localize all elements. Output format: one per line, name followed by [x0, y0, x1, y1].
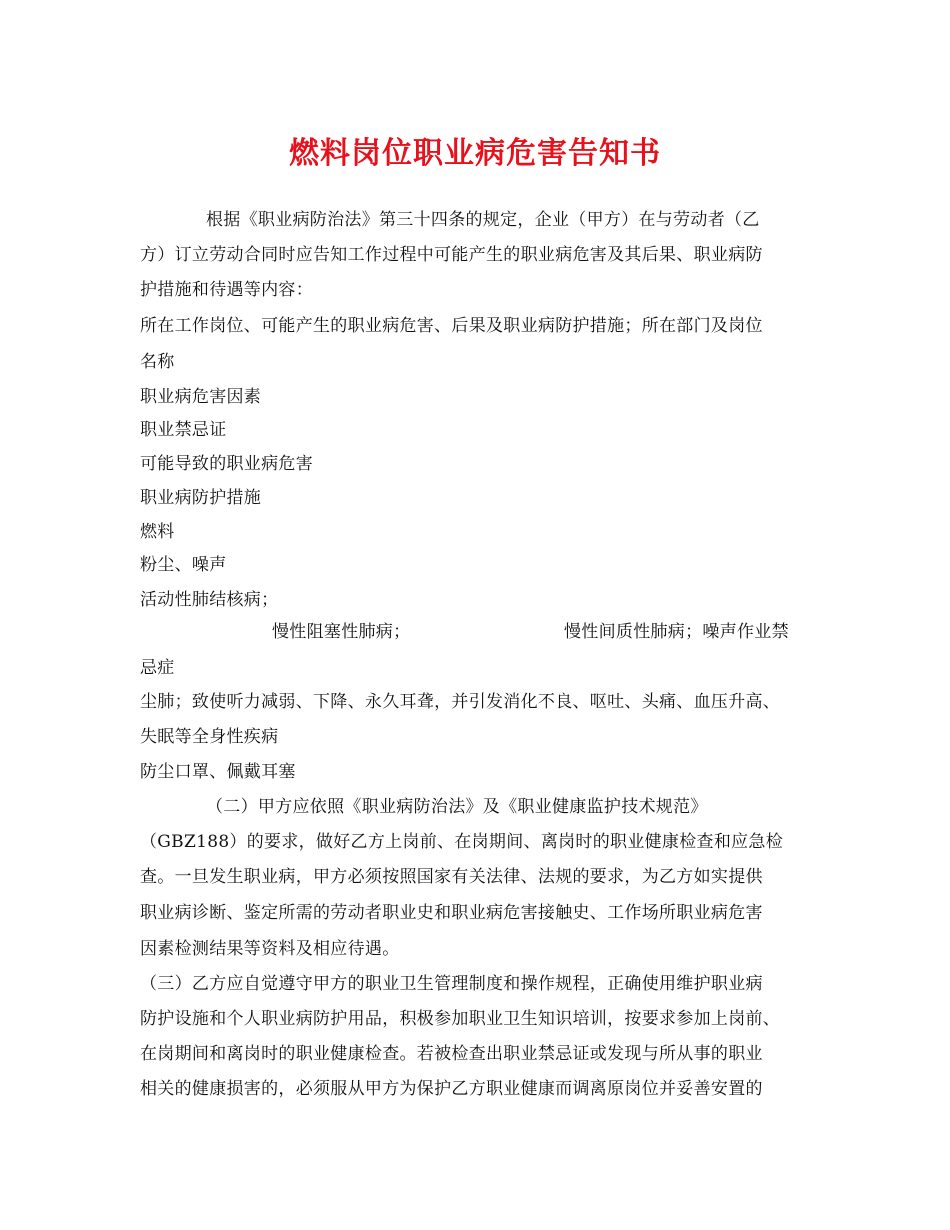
row-contraindication-3: 忌症 [140, 658, 175, 678]
row-hazard: 粉尘、噪声 [140, 555, 227, 575]
table-header-contraindication: 职业禁忌证 [140, 420, 227, 440]
row-contraindication-2b: 慢性间质性肺病；噪声作业禁 [564, 622, 789, 642]
table-header-disease: 可能导致的职业病危害 [140, 454, 313, 474]
table-header-col1-cont: 名称 [140, 352, 175, 372]
section2-line-5: 因素检测结果等资料及相应待遇。 [140, 939, 400, 959]
row-protection: 防尘口罩、佩戴耳塞 [140, 762, 296, 782]
intro-line-1: 根据《职业病防治法》第三十四条的规定，企业（甲方）在与劳动者（乙 [206, 210, 760, 230]
row-contraindication-2a: 慢性阻塞性肺病； [272, 622, 411, 642]
section2-line-1: （二）甲方应依照《职业病防治法》及《职业健康监护技术规范》 [206, 797, 708, 817]
table-header-col1: 所在工作岗位、可能产生的职业病危害、后果及职业病防护措施；所在部门及岗位 [140, 316, 763, 336]
section2-line-2: （GBZ188）的要求，做好乙方上岗前、在岗期间、离岗时的职业健康检查和应急检 [140, 832, 784, 852]
section3-line-2: 防护设施和个人职业病防护用品，积极参加职业卫生知识培训，按要求参加上岗前、 [140, 1009, 781, 1029]
section2-line-4: 职业病诊断、鉴定所需的劳动者职业史和职业病危害接触史、工作场所职业病危害 [140, 903, 763, 923]
table-header-protection: 职业病防护措施 [140, 488, 262, 508]
document-title: 燃料岗位职业病危害告知书 [289, 136, 661, 171]
section3-line-3: 在岗期间和离岗时的职业健康检查。若被检查出职业禁忌证或发现与所从事的职业 [140, 1044, 763, 1064]
intro-line-3: 护措施和待遇等内容： [140, 280, 313, 300]
row-department: 燃料 [140, 522, 175, 542]
row-contraindication-1: 活动性肺结核病； [140, 590, 279, 610]
row-disease-2: 失眠等全身性疾病 [140, 727, 279, 747]
table-header-hazard: 职业病危害因素 [140, 387, 262, 407]
row-disease-1: 尘肺；致使听力减弱、下降、永久耳聋，并引发消化不良、呕吐、头痛、血压升高、 [140, 692, 781, 712]
intro-line-2: 方）订立劳动合同时应告知工作过程中可能产生的职业病危害及其后果、职业病防 [140, 245, 763, 265]
section3-line-4: 相关的健康损害的，必须服从甲方为保护乙方职业健康而调离原岗位并妥善安置的 [140, 1079, 763, 1099]
section3-line-1: （三）乙方应自觉遵守甲方的职业卫生管理制度和操作规程，正确使用维护职业病 [140, 974, 763, 994]
section2-line-3: 查。一旦发生职业病，甲方必须按照国家有关法律、法规的要求，为乙方如实提供 [140, 867, 763, 887]
